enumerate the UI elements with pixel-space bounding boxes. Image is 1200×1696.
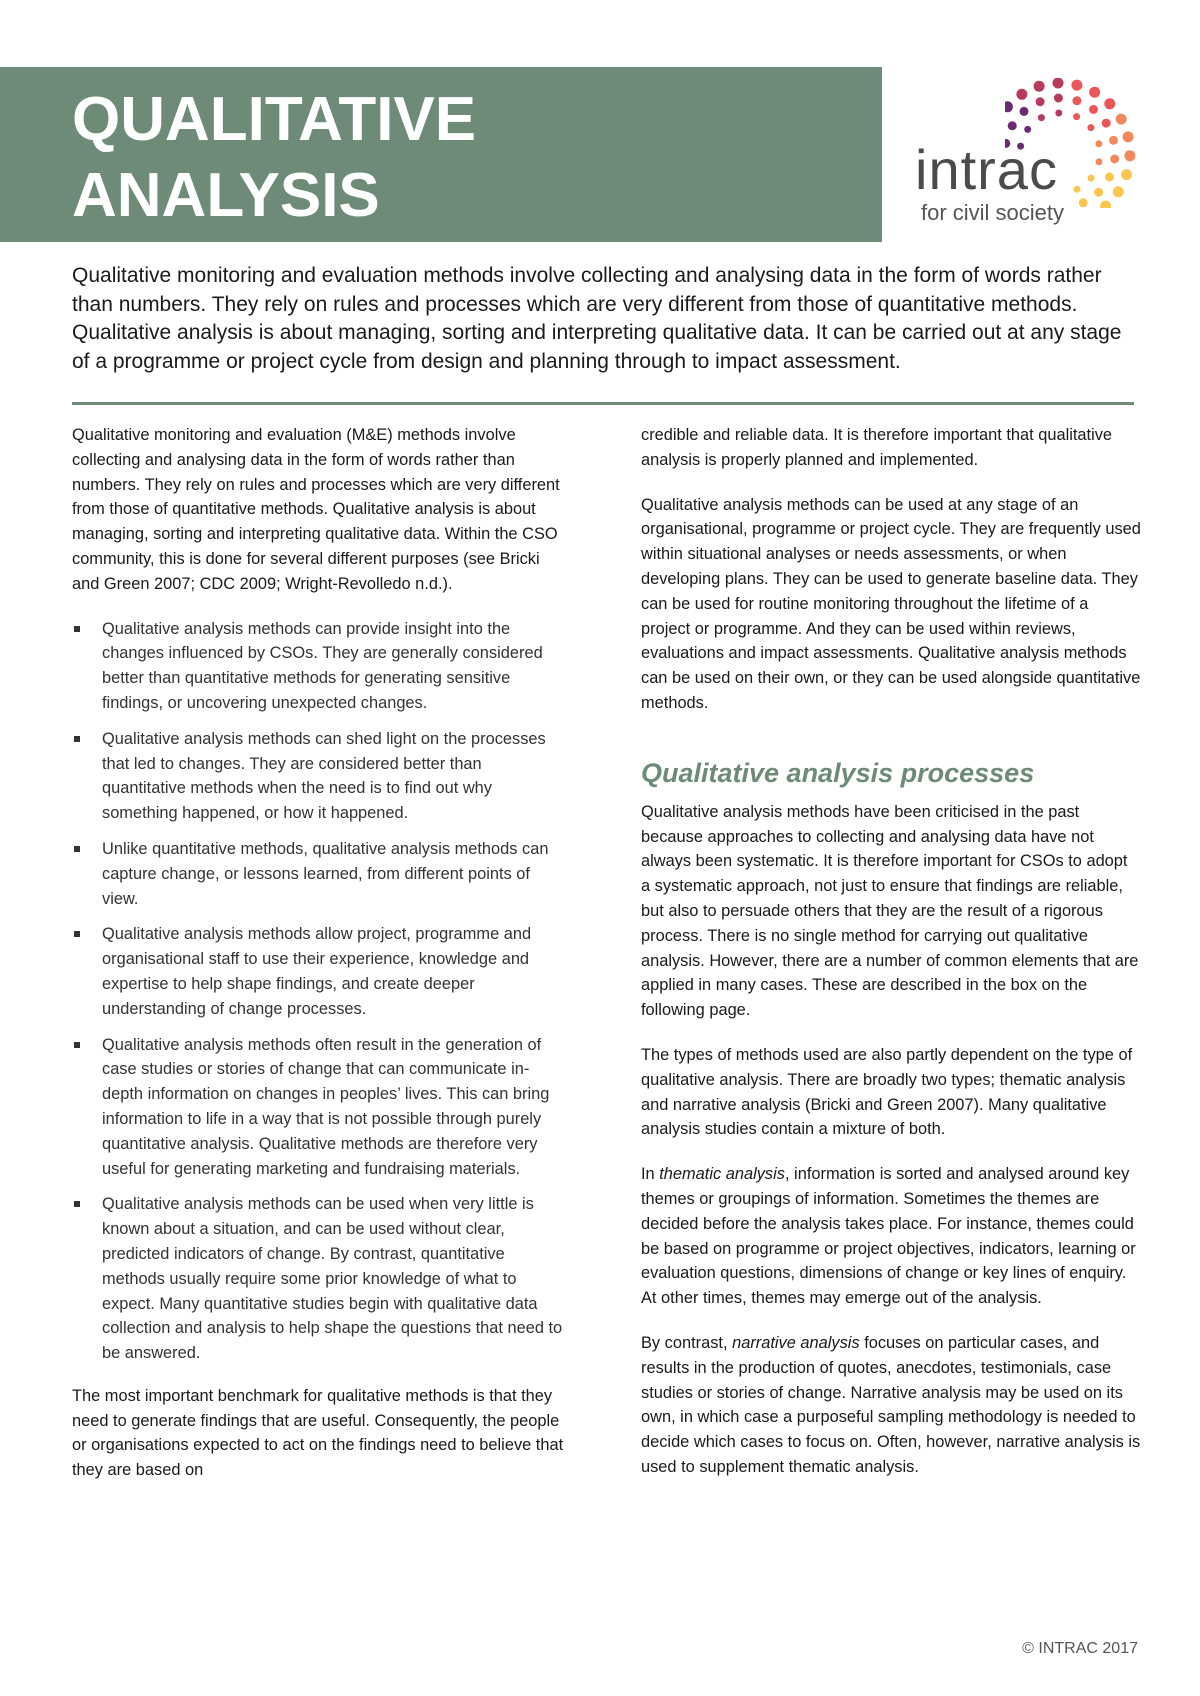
bullet-icon: [74, 626, 80, 632]
logo-dot: [1110, 155, 1119, 164]
list-item: [72, 617, 570, 716]
bullet-icon: [74, 931, 80, 937]
logo-dot: [1124, 150, 1135, 161]
logo-dot: [1087, 124, 1094, 131]
list-item-text: Unlike quantitative methods, qualitative analysis methods can capture change, or lessons learned, from different points of view.: [102, 839, 549, 908]
p5-lead: In: [641, 1165, 660, 1184]
logo-dot: [1073, 113, 1080, 120]
logo-dot: [1116, 114, 1127, 125]
logo-dot: [1008, 121, 1017, 130]
bullet-icon: [74, 1201, 80, 1207]
list-item-text: Qualitative analysis methods can shed light on the processes that led to changes. They are considered better than quantitative methods when the need is to find out why something happened, or how it happened.: [102, 729, 546, 823]
benefits-list: [72, 617, 570, 1366]
logo-dot: [1088, 175, 1095, 182]
right-paragraph-5: [641, 1162, 1141, 1311]
list-item: [72, 1033, 570, 1182]
title-line-2: ANALYSIS: [72, 161, 380, 230]
thematic-analysis-term: thematic analysis: [659, 1165, 785, 1184]
title-line-1: QUALITATIVE: [72, 85, 477, 154]
logo-dot: [1016, 89, 1027, 100]
page-title: [72, 82, 476, 234]
logo-dot: [1096, 158, 1103, 165]
list-item-text: Qualitative analysis methods can be used when very little is known about a situation, and can be used without clear, predicted indicators of change. By contrast, quantitative methods usually require some prior knowledge of what to expect. Many quantitative studies begin with qualitative data collection and analysis to help shape the questions that need to be answered.: [102, 1195, 563, 1363]
list-item: [72, 837, 570, 911]
logo-dot: [1036, 97, 1045, 106]
logo-dot: [1079, 198, 1088, 207]
right-paragraph-4: The types of methods used are also partly dependent on the type of qualitative analysis. There are broadly two types; thematic analysis and narrative analysis (Bricki and Green 2007). Many qualitative analysis studies contain a mixture of both.: [641, 1045, 1133, 1139]
right-column: [641, 423, 1141, 1500]
logo-tagline: for civil society: [921, 200, 1065, 225]
logo-dot: [1020, 107, 1029, 116]
left-column: [72, 423, 570, 1503]
bullet-icon: [74, 1042, 80, 1048]
logo-dot: [1071, 80, 1082, 91]
right-paragraph-1: credible and reliable data. It is therefore important that qualitative analysis is properly planned and implemented.: [641, 426, 1113, 469]
logo-dot: [1109, 136, 1118, 145]
logo-dot: [1034, 81, 1045, 92]
logo-dot: [1005, 101, 1013, 112]
list-item-text: Qualitative analysis methods can provide insight into the changes influenced by CSOs. They are generally considered better than quantitative methods for generating sensitive findings, or uncovering unexpected changes.: [102, 619, 543, 712]
right-paragraph-2: Qualitative analysis methods can be used at any stage of an organisational, programme or project cycle. They are frequently used within situational analyses or needs assessments, or when developing plans. They can be used to generate baseline data. They can be used for routine monitoring throughout the lifetime of a project or programme. And they can be used within reviews, evaluations and impact assessments. Qualitative analysis methods can be used on their own, or they can be used alongside quantitative methods.: [641, 495, 1141, 712]
list-item-text: Qualitative analysis methods often result in the generation of case studies or stories of change that can communicate in-depth information on changes in peoples’ lives. This can bring information to life in a way that is not possible through purely quantitative analysis. Qualitative methods are therefore very useful for generating marketing and fundraising materials.: [102, 1035, 550, 1178]
left-paragraph-2: The most important benchmark for qualitative methods is that they need to generate findings that are useful. Consequently, the people or organisations expected to act on the findings need to believe that they are based on: [72, 1386, 564, 1480]
bullet-icon: [74, 846, 80, 852]
logo-dot: [1073, 186, 1080, 193]
logo-dot: [1100, 201, 1111, 208]
section-divider: [72, 402, 1134, 405]
logo-dot: [1095, 140, 1102, 147]
p6-lead: By contrast,: [641, 1333, 733, 1352]
logo-wordmark: intrac: [915, 138, 1058, 201]
intrac-logo: [915, 78, 1155, 238]
section-heading: Qualitative analysis processes: [641, 757, 1035, 788]
bullet-icon: [74, 736, 80, 742]
copyright-footer: © INTRAC 2017: [1022, 1640, 1138, 1657]
list-item: [72, 727, 570, 826]
logo-dot: [1094, 188, 1103, 197]
logo-dot: [1121, 169, 1132, 180]
right-paragraph-6: [641, 1331, 1141, 1480]
logo-dot: [1089, 105, 1098, 114]
logo-dot: [1104, 98, 1115, 109]
logo-dot: [1113, 186, 1124, 197]
logo-dot: [1123, 131, 1134, 142]
list-item: [72, 1192, 570, 1366]
list-item: [72, 922, 570, 1021]
logo-dot: [1054, 94, 1063, 103]
narrative-analysis-term: narrative analysis: [732, 1333, 860, 1352]
logo-dot: [1105, 173, 1114, 182]
intro-paragraph: Qualitative monitoring and evaluation methods involve collecting and analysing data in the form of words rather than numbers. They rely on rules and processes which are very different from those of quantitative methods. Qualitative analysis is about managing, sorting and interpreting qualitative data. It can be carried out at any stage of a programme or project cycle from design and planning through to impact assessment.: [72, 264, 1122, 373]
left-paragraph-1: Qualitative monitoring and evaluation (M&E) methods involve collecting and analysing data in the form of words rather than numbers. They rely on rules and processes which are very different from those of quantitative methods. Qualitative analysis is about managing, sorting and interpreting qualitative data. Within the CSO community, this is done for several different purposes (see Bricki and Green 2007; CDC 2009; Wright-Revolledo n.d.).: [72, 426, 560, 593]
p5-rest: , information is sorted and analysed around key themes or groupings of information. Sometimes the themes are decided before the analysis takes place. For instance, themes could be based on programme or project objectives, indicators, learning or evaluation questions, dimensions of change or key lines of enquiry. At other times, themes may emerge out of the analysis.: [641, 1165, 1136, 1308]
list-item-text: Qualitative analysis methods allow project, programme and organisational staff to use their experience, knowledge and expertise to help shape findings, and create deeper understanding of change processes.: [102, 925, 532, 1018]
logo-dot: [1038, 114, 1045, 121]
logo-dot: [1072, 96, 1081, 105]
logo-dot: [1055, 110, 1062, 117]
p6-rest: focuses on particular cases, and results in the production of quotes, anecdotes, testimonials, case studies or stories of change. Narrative analysis may be used on its own, in which case a purposeful sampling methodology is needed to decide which cases to focus on. Often, however, narrative analysis is used to supplement thematic analysis.: [641, 1333, 1141, 1476]
logo-dot: [1053, 78, 1064, 89]
logo-dot: [1024, 126, 1031, 133]
logo-dot: [1102, 119, 1111, 128]
logo-dot: [1089, 87, 1100, 98]
right-paragraph-3: Qualitative analysis methods have been criticised in the past because approaches to collecting and analysing data have not always been systematic. It is therefore important for CSOs to adopt a systematic approach, not just to ensure that findings are reliable, but also to persuade others that they are the result of a rigorous process. There is no single method for carrying out qualitative analysis. However, there are a number of common elements that are applied in many cases. These are described in the box on the following page.: [641, 802, 1139, 1020]
